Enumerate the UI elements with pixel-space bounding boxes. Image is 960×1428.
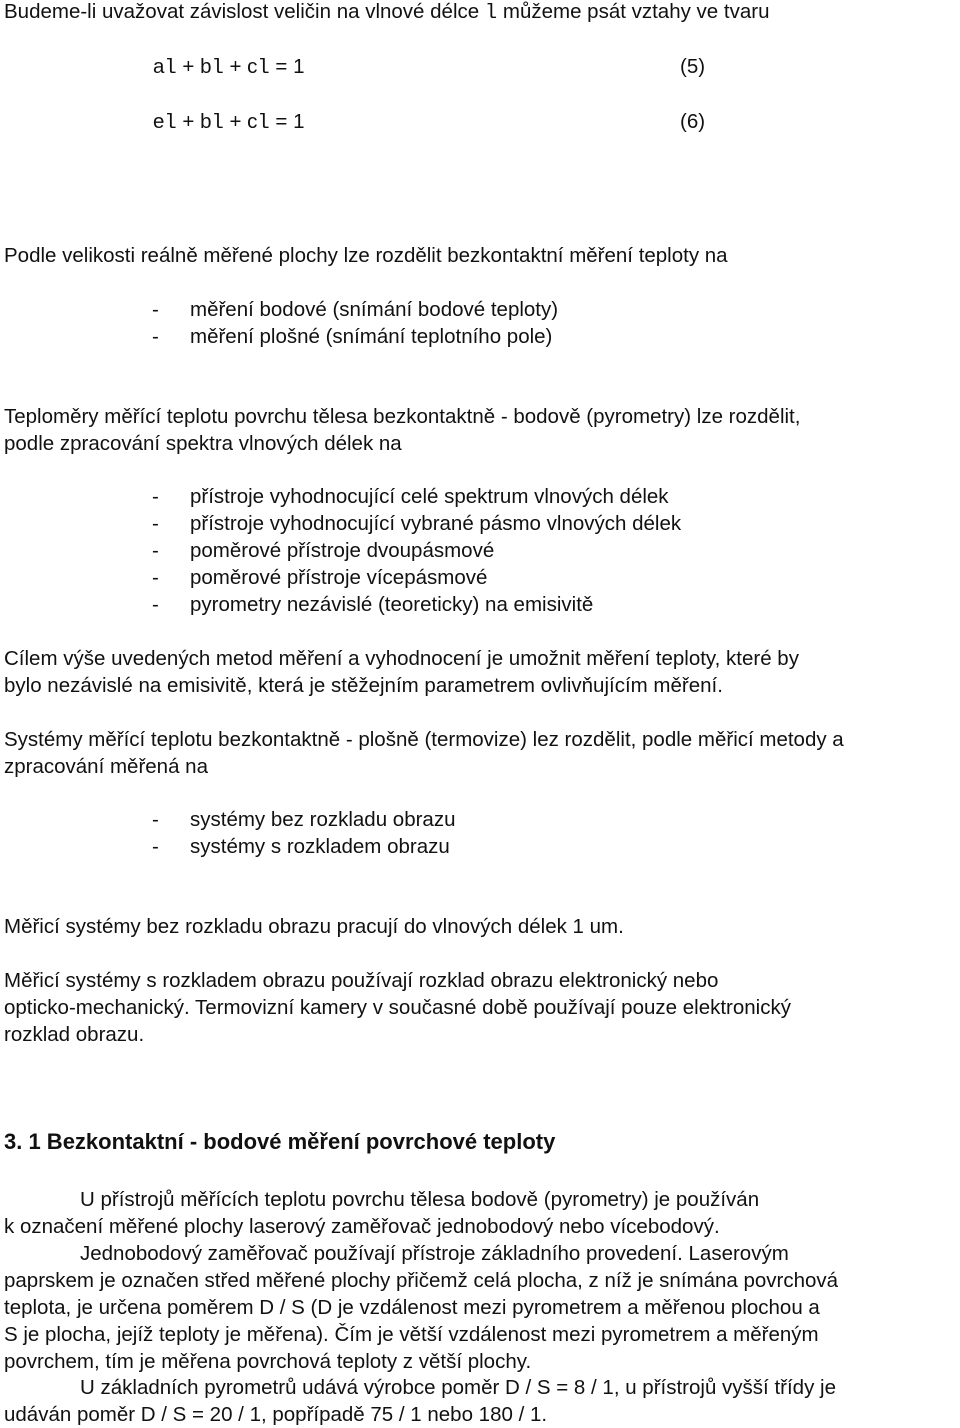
paragraph-measurement-area: Podle velikosti reálně měřené plochy lze rozdělit bezkontaktní měření teploty na	[4, 244, 728, 267]
equation-6: el + bl + cl = 1	[153, 110, 305, 135]
paragraph-laser-aiming-cont: k označení měřené plochy laserový zaměřovač jednobodový nebo vícebodový.	[4, 1215, 720, 1238]
list-item: - pyrometry nezávislé (teoreticky) na emisivitě	[152, 593, 594, 616]
list-item: - měření plošné (snímání teplotního pole)	[152, 325, 553, 348]
paragraph-ratio-cont: udáván poměr D / S = 20 / 1, popřípadě 75 / 1 nebo 180 / 1.	[4, 1403, 548, 1426]
list-item: - přístroje vyhodnocující vybrané pásmo vlnových délek	[152, 512, 682, 535]
equation-number-6: (6)	[680, 110, 706, 133]
list-item: - systémy bez rozkladu obrazu	[152, 808, 456, 831]
paragraph-single-point-cont: S je plocha, jejíž teploty je měřena). Čím je větší vzdálenost mezi pyrometrem a měřeným	[4, 1323, 819, 1346]
equation-5: al + bl + cl = 1	[153, 55, 305, 80]
section-heading: 3. 1 Bezkontaktní - bodové měření povrchové teploty	[4, 1129, 556, 1154]
paragraph-single-point-cont: povrchem, tím je měřena povrchová teploty z větší plochy.	[4, 1350, 532, 1373]
list-item: - systémy s rozkladem obrazu	[152, 835, 450, 858]
paragraph-scan: Měřicí systémy s rozkladem obrazu používají rozklad obrazu elektronický nebo	[4, 969, 719, 992]
paragraph-single-point-cont: teplota, je určena poměrem D / S (D je vzdálenost mezi pyrometrem a měřenou plochou a	[4, 1296, 820, 1319]
paragraph-single-point-cont: paprskem je označen střed měřené plochy přičemž celá plocha, z níž je snímána povrchová	[4, 1269, 839, 1292]
paragraph-systems: Systémy měřící teplotu bezkontaktně - plošně (termovize) lez rozdělit, podle měřicí metody a	[4, 728, 844, 751]
list-item: - přístroje vyhodnocující celé spektrum vlnových délek	[152, 485, 669, 508]
paragraph-scan-cont: opticko-mechanický. Termovizní kamery v současné době používají pouze elektronický	[4, 996, 791, 1019]
paragraph-pyrometers-cont: podle zpracování spektra vlnových délek na	[4, 432, 402, 455]
list-item: - poměrové přístroje dvoupásmové	[152, 539, 495, 562]
paragraph-laser-aiming: U přístrojů měřících teplotu povrchu tělesa bodově (pyrometry) je používán	[80, 1188, 760, 1211]
paragraph-systems-cont: zpracování měřená na	[4, 755, 208, 778]
paragraph-goal-cont: bylo nezávislé na emisivitě, která je stěžejním parametrem ovlivňujícím měření.	[4, 674, 723, 697]
paragraph-pyrometers: Teploměry měřící teplotu povrchu tělesa bezkontaktně - bodově (pyrometry) lze rozdělit,	[4, 405, 801, 428]
paragraph-ratio: U základních pyrometrů udává výrobce poměr D / S = 8 / 1, u přístrojů vyšší třídy je	[80, 1376, 836, 1399]
equation-number-5: (5)	[680, 55, 706, 78]
paragraph-goal: Cílem výše uvedených metod měření a vyhodnocení je umožnit měření teploty, které by	[4, 647, 799, 670]
paragraph-scan-cont: rozklad obrazu.	[4, 1023, 145, 1046]
intro-line: Budeme-li uvažovat závislost veličin na vlnové délce l můžeme psát vztahy ve tvaru	[4, 0, 770, 25]
list-item: - poměrové přístroje vícepásmové	[152, 566, 488, 589]
lambda-symbol: l	[484, 2, 498, 25]
list-item: - měření bodové (snímání bodové teploty)	[152, 298, 559, 321]
paragraph-single-point: Jednobodový zaměřovač používají přístroje základního provedení. Laserovým	[80, 1242, 789, 1265]
paragraph-no-scan: Měřicí systémy bez rozkladu obrazu pracují do vlnových délek 1 um.	[4, 915, 624, 938]
